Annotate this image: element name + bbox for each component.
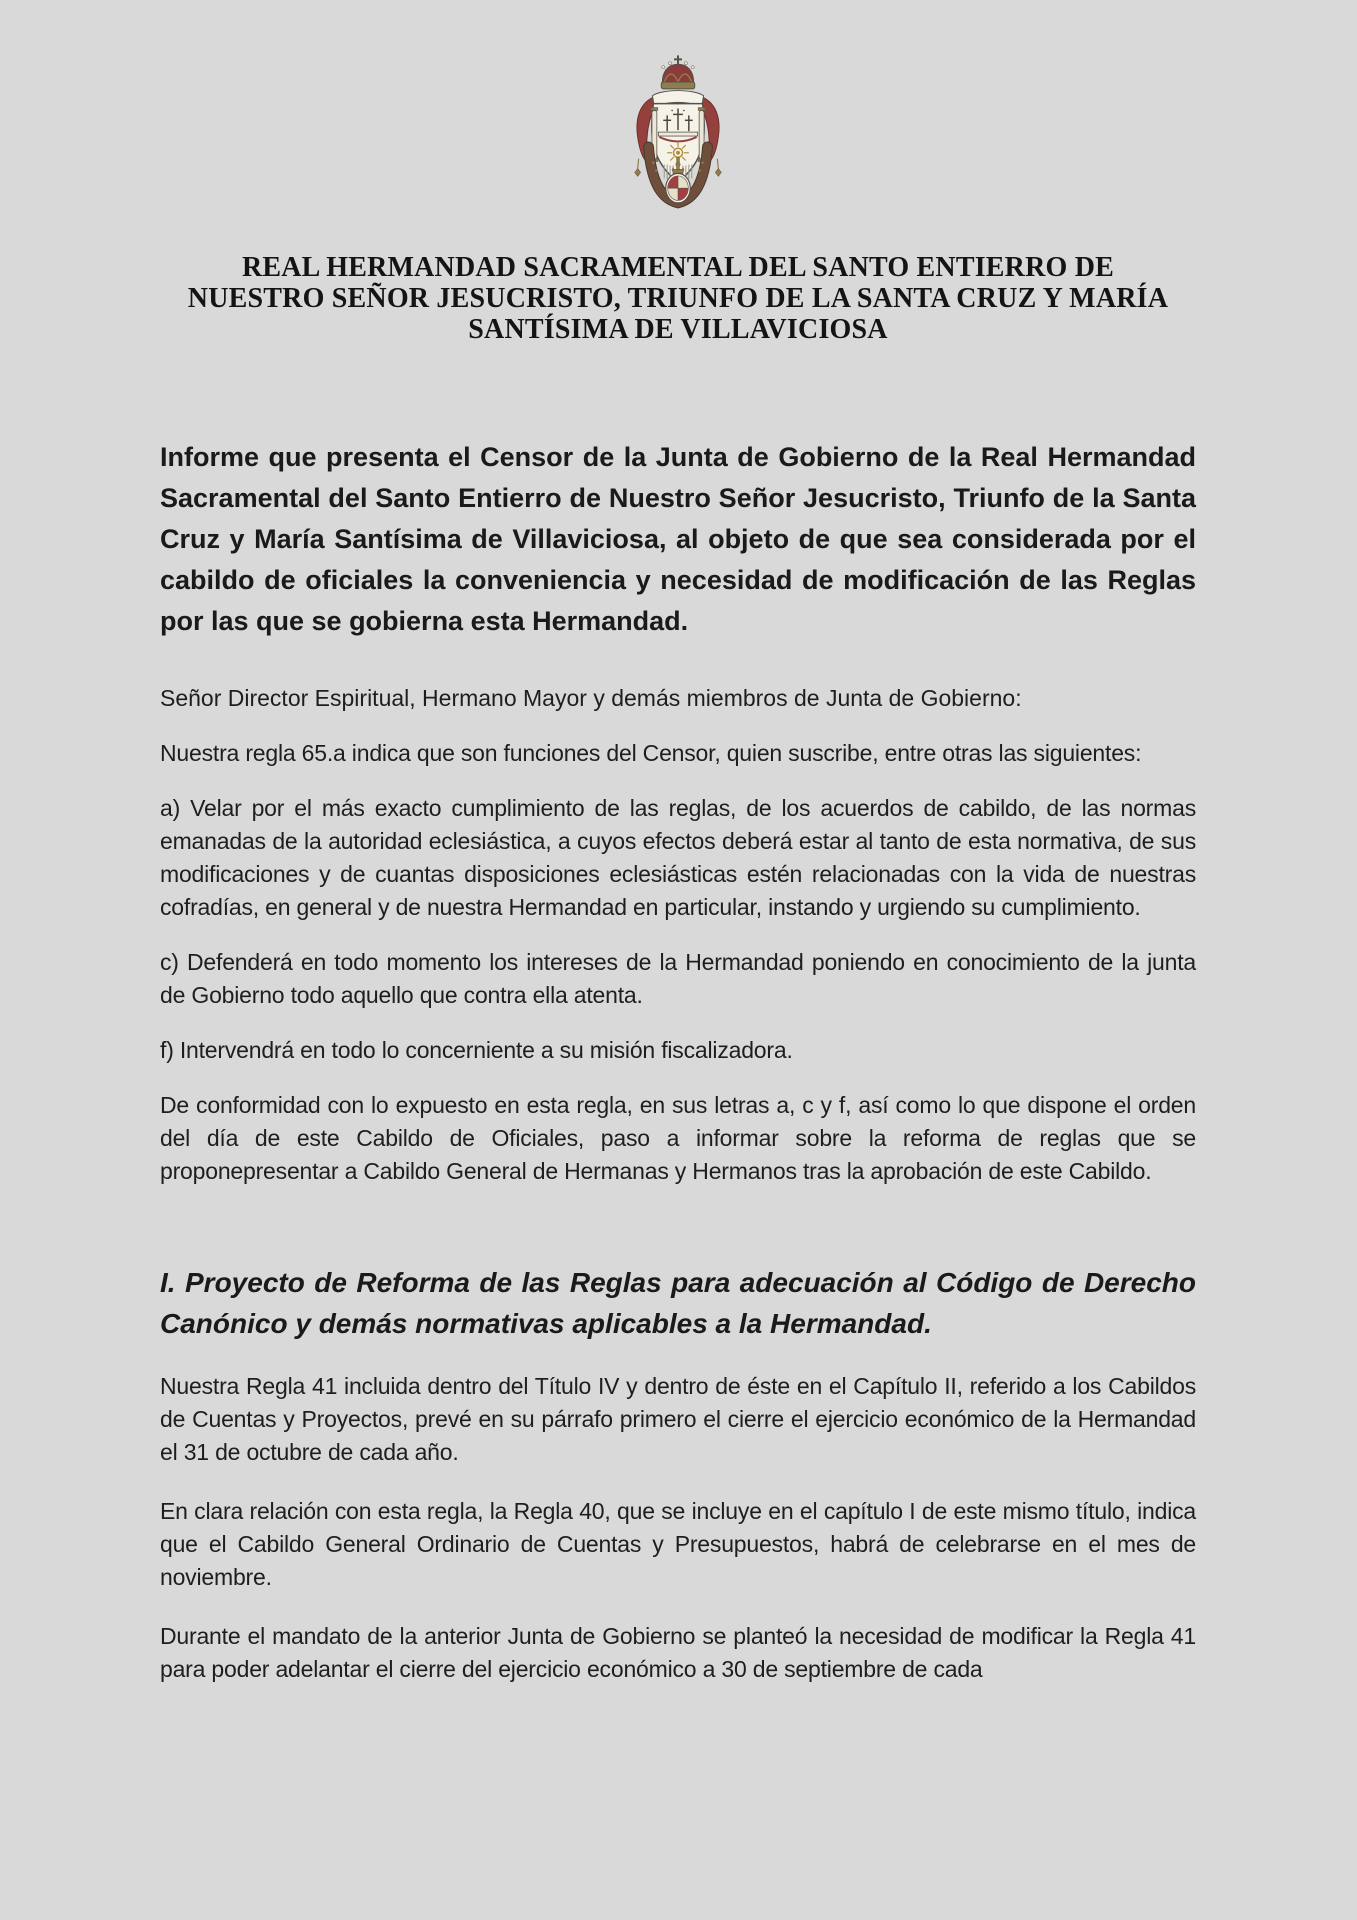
- paragraph-regla-65: Nuestra regla 65.a indica que son funciones del Censor, quien suscribe, entre otras las siguientes:: [160, 740, 1142, 766]
- paragraph-regla-40: En clara relación con esta regla, la Regla 40, que se incluye en el capítulo I de este mismo título, indica que el Cabildo General Ordinario de Cuentas y Presupuestos, habrá de celebrarse en el mes de noviembre.: [160, 1498, 1196, 1590]
- title-line-1: REAL HERMANDAD SACRAMENTAL DEL SANTO ENTIERRO DE: [241, 252, 1115, 283]
- paragraph-mandato-anterior: Durante el mandato de la anterior Junta de Gobierno se planteó la necesidad de modificar la Regla 41 para poder adelantar el cierre del ejercicio económico a 30 de septiembre de cada: [160, 1623, 1196, 1682]
- paragraph-funcion-c: c) Defenderá en todo momento los intereses de la Hermandad poniendo en conocimiento de la junta de Gobierno todo aquello que contra ella atenta.: [160, 949, 1196, 1008]
- paragraph-funcion-a: a) Velar por el más exacto cumplimiento de las reglas, de los acuerdos de cabildo, de las normas emanadas de la autoridad eclesiástica, a cuyos efectos deberá estar al tanto de esta normativa, de sus modificaciones y de cuantas disposiciones eclesiásticas estén relacionadas con la vida de nuestras cofradías, en general y de nuestra Hermandad en particular, instando y urgiendo su cumplimiento.: [160, 795, 1196, 920]
- title-line-3: SANTÍSIMA DE VILLAVICIOSA: [468, 314, 888, 345]
- document-title: [160, 252, 1196, 345]
- hermandad-crest-emblem: [619, 54, 737, 222]
- section-heading-proyecto-reforma: I. Proyecto de Reforma de las Reglas para adecuación al Código de Derecho Canónico y demás normativas aplicables a la Hermandad.: [160, 1267, 1196, 1339]
- title-line-2: NUESTRO SEÑOR JESUCRISTO, TRIUNFO DE LA SANTA CRUZ Y MARÍA: [187, 283, 1169, 314]
- intro-paragraph: Informe que presenta el Censor de la Junta de Gobierno de la Real Hermandad Sacramental del Santo Entierro de Nuestro Señor Jesucristo, Triunfo de la Santa Cruz y María Santísima de Villaviciosa, al objeto de que sea considerada por el cabildo de oficiales la conveniencia y necesidad de modificación de las Reglas por las que se gobierna esta Hermandad.: [160, 442, 1196, 636]
- crest-graphic: [619, 54, 737, 222]
- document-content: [0, 54, 1357, 1686]
- paragraph-conformidad: De conformidad con lo expuesto en esta regla, en sus letras a, c y f, así como lo que dispone el orden del día de este Cabildo de Oficiales, paso a informar sobre la reforma de reglas que se proponepresentar a Cabildo General de Hermanas y Hermanos tras la aprobación de este Cabildo.: [160, 1092, 1196, 1184]
- salutation-line: Señor Director Espiritual, Hermano Mayor y demás miembros de Junta de Gobierno:: [160, 685, 1022, 711]
- paragraph-regla-41: Nuestra Regla 41 incluida dentro del Título IV y dentro de éste en el Capítulo II, referido a los Cabildos de Cuentas y Proyectos, prevé en su párrafo primero el cierre el ejercicio económico de la Hermandad el 31 de octubre de cada año.: [160, 1373, 1196, 1465]
- paragraph-funcion-f: f) Intervendrá en todo lo concerniente a su misión fiscalizadora.: [160, 1037, 793, 1063]
